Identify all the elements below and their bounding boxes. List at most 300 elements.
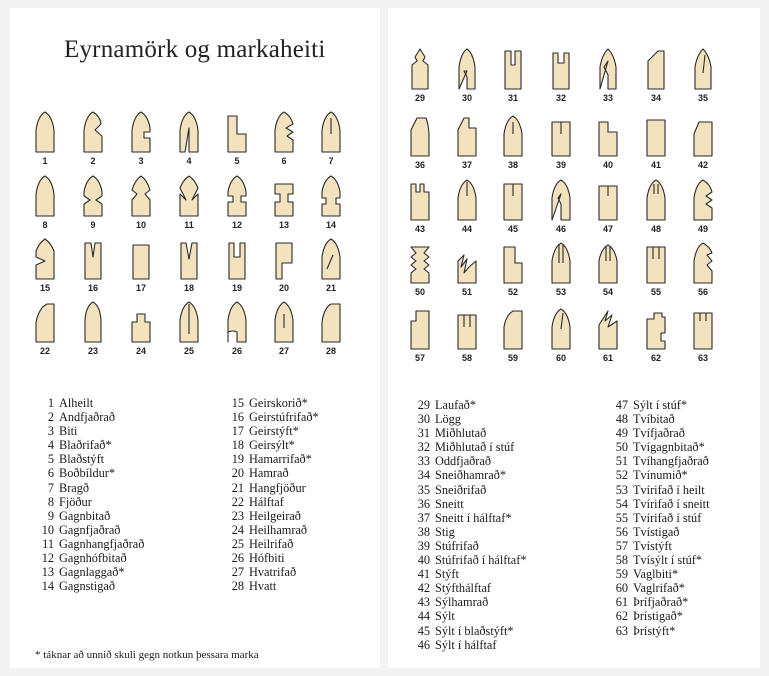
- ear-outline: [36, 304, 54, 342]
- legend-name: Sýlt í hálftaf: [435, 637, 497, 652]
- ear-outline: [322, 176, 340, 216]
- legend-number: 59: [615, 567, 628, 582]
- legend-entry: [610, 553, 710, 567]
- ear-mark-62-shape: [644, 307, 668, 351]
- legend-number: 25: [231, 536, 244, 551]
- legend-name: Blaðstýft: [59, 452, 105, 467]
- ear-mark-15: [33, 237, 57, 281]
- ear-mark-5: [225, 110, 249, 154]
- ear-mark-number: 45: [507, 224, 518, 234]
- legend-name: Gagnstigað: [59, 579, 116, 594]
- ear-mark-50: [408, 241, 432, 285]
- ear-mark-5-shape: [225, 110, 249, 154]
- legend-number: 5: [47, 452, 54, 467]
- ear-mark-61-shape: [596, 307, 620, 351]
- legend-number: 40: [417, 553, 430, 568]
- ear-mark-20-shape: [272, 237, 296, 281]
- ear-outline: [228, 302, 246, 342]
- legend-number: 53: [615, 482, 628, 497]
- legend-number: 35: [417, 482, 430, 497]
- legend-entry: [610, 483, 710, 497]
- legend-name: Stýft: [435, 567, 459, 582]
- legend-name: Þrífjaðrað*: [633, 595, 689, 610]
- legend-name: Sneiðrifað: [435, 482, 487, 497]
- ear-mark-53-shape: [549, 241, 573, 285]
- ear-mark-number: 25: [183, 346, 194, 356]
- ear-mark-number: 40: [602, 160, 613, 170]
- legend-name: Stig: [435, 524, 455, 539]
- ear-mark-11-shape: [177, 174, 201, 218]
- ear-outline: [504, 247, 522, 283]
- legend-name: Alheilt: [59, 396, 94, 410]
- ear-mark-3: [129, 110, 153, 154]
- legend-name: Oddfjaðrað: [435, 454, 491, 469]
- ear-mark-35: [691, 47, 715, 91]
- legend-name: Fjöður: [59, 494, 92, 509]
- ear-outline: [411, 118, 429, 156]
- legend-number: 22: [231, 494, 244, 509]
- ear-mark-number: 12: [231, 220, 242, 230]
- legend-entry: [610, 426, 710, 440]
- legend-name: Tvírifað í stúf: [633, 510, 702, 525]
- ear-outline: [228, 176, 246, 216]
- ear-outline: [275, 112, 293, 152]
- legend-number: 23: [231, 508, 244, 523]
- legend-entry: [412, 497, 527, 511]
- legend-entry: [412, 426, 527, 440]
- legend-entry: [226, 579, 319, 593]
- ear-mark-44: [455, 178, 479, 222]
- legend-entry: [412, 609, 527, 623]
- ear-mark-number: 30: [461, 93, 472, 103]
- ear-mark-24-shape: [129, 300, 153, 344]
- ear-outline: [504, 311, 522, 349]
- legend-name: Geirsýlt*: [249, 438, 295, 453]
- ear-mark-13-shape: [272, 174, 296, 218]
- ear-mark-number: 7: [328, 156, 334, 166]
- legend-entry: [412, 440, 527, 454]
- ear-outline: [411, 311, 429, 349]
- ear-mark-26-shape: [225, 300, 249, 344]
- ear-mark-number: 15: [39, 283, 50, 293]
- ear-mark-number: 13: [278, 220, 289, 230]
- ear-outline: [694, 313, 712, 349]
- legend-number: 17: [231, 424, 244, 439]
- legend-number: 18: [231, 438, 244, 453]
- ear-mark-number: 22: [39, 346, 50, 356]
- ear-mark-2: [81, 110, 105, 154]
- legend-name: Hvatrifað: [249, 565, 297, 580]
- ear-mark-number: 55: [650, 287, 661, 297]
- legend-entry: [610, 609, 710, 623]
- ear-mark-13: [272, 174, 296, 218]
- legend-name: Blaðrifað*: [59, 438, 112, 453]
- legend-entry: [226, 551, 319, 565]
- legend-number: 52: [615, 468, 628, 483]
- legend-entry: [610, 454, 710, 468]
- legend-number: 3: [47, 424, 54, 439]
- legend-name: Lögg: [435, 412, 461, 427]
- legend-entry: [412, 483, 527, 497]
- legend-entry: [36, 452, 144, 466]
- ear-mark-38-shape: [501, 114, 525, 158]
- ear-mark-number: 42: [697, 160, 708, 170]
- legend-name: Sneitt: [435, 496, 464, 511]
- ear-mark-52: [501, 241, 525, 285]
- legend-name: Sýlhamrað: [435, 595, 489, 610]
- ear-outline: [694, 122, 712, 156]
- ear-mark-number: 20: [278, 283, 289, 293]
- legend-column-4: [610, 398, 710, 638]
- ear-mark-number: 58: [461, 353, 472, 363]
- ear-mark-number: 44: [461, 224, 472, 234]
- ear-mark-6-shape: [272, 110, 296, 154]
- ear-mark-22: [33, 300, 57, 344]
- ear-mark-number: 48: [650, 224, 661, 234]
- ear-outline: [694, 180, 712, 220]
- legend-number: 47: [615, 398, 628, 412]
- ear-outline: [85, 243, 101, 279]
- ear-mark-number: 60: [555, 353, 566, 363]
- legend-number: 14: [41, 579, 54, 594]
- legend-entry: [36, 424, 144, 438]
- ear-mark-37-shape: [455, 114, 479, 158]
- legend-entry: [412, 412, 527, 426]
- ear-mark-28-shape: [319, 300, 343, 344]
- ear-mark-63-shape: [691, 307, 715, 351]
- legend-number: 24: [231, 522, 244, 537]
- ear-mark-31: [501, 47, 525, 91]
- ear-mark-10: [129, 174, 153, 218]
- ear-mark-number: 47: [602, 224, 613, 234]
- legend-name: Tvírifað í sneitt: [633, 496, 710, 511]
- ear-mark-3-shape: [129, 110, 153, 154]
- legend-entry: [226, 396, 319, 410]
- ear-mark-36: [408, 114, 432, 158]
- ear-mark-34-shape: [644, 47, 668, 91]
- legend-number: 8: [47, 494, 54, 509]
- legend-entry: [412, 398, 527, 412]
- ear-mark-1: [33, 110, 57, 154]
- ear-mark-55: [644, 241, 668, 285]
- ear-mark-number: 27: [278, 346, 289, 356]
- ear-mark-number: 31: [507, 93, 518, 103]
- ear-mark-9-shape: [81, 174, 105, 218]
- ear-outline: [552, 180, 570, 220]
- ear-mark-23: [81, 300, 105, 344]
- ear-mark-number: 24: [135, 346, 146, 356]
- ear-mark-number: 11: [184, 220, 194, 230]
- ear-outline: [411, 184, 429, 220]
- ear-mark-46: [549, 178, 573, 222]
- ear-mark-number: 33: [602, 93, 613, 103]
- ear-mark-number: 52: [507, 287, 518, 297]
- ear-mark-60-shape: [549, 307, 573, 351]
- ear-mark-36-shape: [408, 114, 432, 158]
- ear-outline: [599, 245, 617, 283]
- ear-mark-number: 38: [507, 160, 518, 170]
- ear-mark-8: [33, 174, 57, 218]
- legend-column-3: [412, 398, 527, 652]
- legend-number: 21: [231, 480, 244, 495]
- legend-number: 41: [417, 567, 430, 582]
- legend-name: Gagnhangfjaðrað: [59, 536, 145, 551]
- legend-name: Stúfrifað í hálftaf*: [435, 553, 527, 568]
- legend-entry: [226, 537, 319, 551]
- ear-mark-43: [408, 178, 432, 222]
- ear-mark-number: 37: [461, 160, 472, 170]
- ear-outline: [84, 176, 102, 216]
- legend-number: 10: [41, 522, 54, 537]
- ear-mark-number: 3: [138, 156, 144, 166]
- ear-mark-25-shape: [177, 300, 201, 344]
- legend-entry: [36, 481, 144, 495]
- legend-name: Tvírifað í heilt: [633, 482, 705, 497]
- ear-mark-47-shape: [596, 178, 620, 222]
- legend-name: Vaglbiti*: [633, 567, 679, 582]
- ear-mark-number: 39: [555, 160, 566, 170]
- ear-mark-number: 61: [602, 353, 613, 363]
- ear-mark-11: [177, 174, 201, 218]
- ear-mark-27: [272, 300, 296, 344]
- ear-mark-number: 21: [325, 283, 336, 293]
- legend-entry: [226, 565, 319, 579]
- legend-entry: [412, 511, 527, 525]
- ear-mark-48-shape: [644, 178, 668, 222]
- legend-number: 55: [615, 510, 628, 525]
- legend-number: 1: [47, 396, 54, 410]
- ear-outline: [459, 49, 475, 89]
- ear-outline: [36, 176, 54, 216]
- ear-outline: [228, 116, 246, 152]
- ear-mark-16: [81, 237, 105, 281]
- ear-outline: [505, 51, 521, 89]
- ear-mark-19-shape: [225, 237, 249, 281]
- legend-name: Laufað*: [435, 398, 476, 412]
- ear-mark-57: [408, 307, 432, 351]
- ear-mark-19: [225, 237, 249, 281]
- ear-mark-25: [177, 300, 201, 344]
- ear-mark-number: 9: [90, 220, 96, 230]
- legend-entry: [36, 410, 144, 424]
- legend-entry: [226, 523, 319, 537]
- ear-mark-number: 17: [135, 283, 146, 293]
- legend-name: Gagnbitað: [59, 508, 111, 523]
- legend-name: Gagnhófbitað: [59, 551, 127, 566]
- legend-column-2: [226, 396, 319, 593]
- legend-number: 26: [231, 551, 244, 566]
- ear-outline: [553, 53, 569, 89]
- legend-number: 2: [47, 410, 54, 425]
- legend-entry: [412, 553, 527, 567]
- ear-mark-39: [549, 114, 573, 158]
- legend-entry: [610, 595, 710, 609]
- ear-mark-55-shape: [644, 241, 668, 285]
- ear-outline: [180, 112, 198, 152]
- legend-number: 54: [615, 496, 628, 511]
- ear-outline: [132, 112, 150, 152]
- legend-name: Stýfthálftaf: [435, 581, 492, 596]
- ear-mark-63: [691, 307, 715, 351]
- ear-mark-10-shape: [129, 174, 153, 218]
- legend-entry: [412, 468, 527, 482]
- legend-entry: [36, 579, 144, 593]
- legend-name: Hvatt: [249, 579, 277, 594]
- ear-mark-4-shape: [177, 110, 201, 154]
- ear-mark-32: [549, 47, 573, 91]
- legend-number: 62: [615, 609, 628, 624]
- legend-name: Sýlt: [435, 609, 455, 624]
- legend-number: 58: [615, 553, 628, 568]
- ear-mark-number: 50: [414, 287, 425, 297]
- legend-entry: [226, 466, 319, 480]
- legend-entry: [610, 468, 710, 482]
- legend-number: 12: [41, 551, 54, 566]
- ear-mark-54: [596, 241, 620, 285]
- legend-name: Heilgeirað: [249, 508, 301, 523]
- ear-mark-18-shape: [177, 237, 201, 281]
- ear-mark-number: 56: [697, 287, 708, 297]
- legend-entry: [226, 481, 319, 495]
- ear-mark-number: 10: [135, 220, 146, 230]
- legend-number: 46: [417, 637, 430, 652]
- ear-mark-8-shape: [33, 174, 57, 218]
- ear-mark-number: 34: [650, 93, 661, 103]
- legend-number: 13: [41, 565, 54, 580]
- ear-mark-20: [272, 237, 296, 281]
- ear-mark-37: [455, 114, 479, 158]
- ear-mark-12: [225, 174, 249, 218]
- ear-mark-number: 26: [231, 346, 242, 356]
- ear-outline: [180, 176, 198, 216]
- ear-outline: [458, 255, 476, 283]
- legend-entry: [36, 396, 144, 410]
- legend-number: 43: [417, 595, 430, 610]
- ear-mark-14-shape: [319, 174, 343, 218]
- legend-entry: [36, 509, 144, 523]
- ear-mark-21-shape: [319, 237, 343, 281]
- ear-mark-number: 51: [461, 287, 472, 297]
- ear-mark-33: [596, 47, 620, 91]
- legend-name: Sneiðhamrað*: [435, 468, 507, 483]
- legend-entry: [610, 539, 710, 553]
- ear-mark-number: 57: [414, 353, 425, 363]
- ear-mark-number: 23: [87, 346, 98, 356]
- legend-entry: [226, 438, 319, 452]
- ear-mark-number: 19: [231, 283, 242, 293]
- ear-mark-26: [225, 300, 249, 344]
- ear-mark-29: [408, 47, 432, 91]
- legend-entry: [226, 495, 319, 509]
- ear-outline: [647, 120, 665, 156]
- ear-mark-21: [319, 237, 343, 281]
- ear-mark-6: [272, 110, 296, 154]
- legend-number: 36: [417, 496, 430, 511]
- legend-number: 32: [417, 440, 430, 455]
- legend-number: 6: [47, 466, 54, 481]
- ear-mark-40-shape: [596, 114, 620, 158]
- ear-mark-62: [644, 307, 668, 351]
- ear-mark-35-shape: [691, 47, 715, 91]
- ear-mark-41-shape: [644, 114, 668, 158]
- ear-outline: [647, 313, 665, 349]
- legend-number: 27: [231, 565, 244, 580]
- legend-name: Stúfrifað: [435, 538, 479, 553]
- ear-mark-9: [81, 174, 105, 218]
- ear-mark-number: 14: [325, 220, 336, 230]
- ear-outline: [648, 51, 664, 89]
- ear-mark-42-shape: [691, 114, 715, 158]
- ear-outline: [322, 304, 340, 342]
- ear-mark-number: 16: [87, 283, 98, 293]
- legend-entry: [610, 581, 710, 595]
- legend-entry: [412, 525, 527, 539]
- ear-mark-number: 28: [325, 346, 336, 356]
- ear-mark-number: 29: [414, 93, 425, 103]
- ear-mark-18: [177, 237, 201, 281]
- legend-name: Bragð: [59, 480, 90, 495]
- ear-mark-17-shape: [129, 237, 153, 281]
- legend-number: 39: [417, 538, 430, 553]
- ear-mark-2-shape: [81, 110, 105, 154]
- legend-number: 51: [615, 454, 628, 469]
- ear-mark-number: 63: [697, 353, 708, 363]
- ear-mark-number: 5: [234, 156, 240, 166]
- legend-entry: [226, 424, 319, 438]
- legend-name: Miðhlutað í stúf: [435, 440, 515, 455]
- legend-number: 63: [615, 623, 628, 638]
- ear-mark-7: [319, 110, 343, 154]
- ear-outline: [85, 302, 101, 342]
- ear-mark-number: 6: [281, 156, 287, 166]
- legend-number: 49: [615, 426, 628, 441]
- legend-entry: [412, 539, 527, 553]
- legend-name: Tvístigað: [633, 524, 680, 539]
- legend-name: Tvíbitað: [633, 412, 675, 427]
- legend-number: 15: [231, 396, 244, 410]
- legend-name: Hangfjöður: [249, 480, 306, 495]
- ear-outline: [181, 243, 197, 279]
- legend-name: Geirstýft*: [249, 424, 299, 439]
- ear-mark-44-shape: [455, 178, 479, 222]
- legend-number: 29: [417, 398, 430, 412]
- ear-mark-number: 49: [697, 224, 708, 234]
- legend-number: 42: [417, 581, 430, 596]
- ear-mark-number: 53: [555, 287, 566, 297]
- legend-number: 30: [417, 412, 430, 427]
- ear-outline: [599, 311, 617, 349]
- ear-mark-28: [319, 300, 343, 344]
- legend-number: 28: [231, 579, 244, 594]
- ear-mark-54-shape: [596, 241, 620, 285]
- legend-entry: [36, 523, 144, 537]
- legend-name: Tvísýlt í stúf*: [633, 553, 703, 568]
- legend-entry: [412, 595, 527, 609]
- ear-mark-48: [644, 178, 668, 222]
- ear-mark-58: [455, 307, 479, 351]
- ear-mark-46-shape: [549, 178, 573, 222]
- ear-mark-45-shape: [501, 178, 525, 222]
- legend-number: 57: [615, 538, 628, 553]
- ear-mark-59-shape: [501, 307, 525, 351]
- legend-entry: [610, 511, 710, 525]
- legend-name: Sýlt í stúf*: [633, 398, 687, 412]
- legend-number: 4: [47, 438, 54, 453]
- ear-mark-53: [549, 241, 573, 285]
- legend-entry: [36, 565, 144, 579]
- legend-number: 48: [615, 412, 628, 427]
- legend-name: Geirstúfrifað*: [249, 410, 319, 425]
